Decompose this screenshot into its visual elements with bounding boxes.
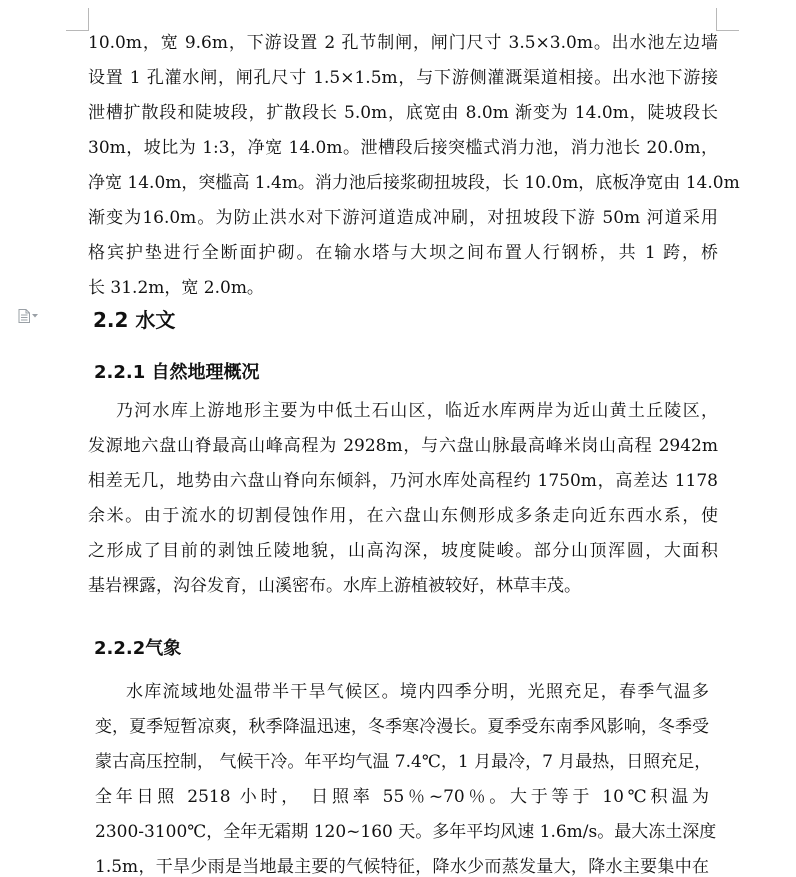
text-line: 设置 1 孔灌水闸，闸孔尺寸 1.5×1.5m，与下游侧灌溉渠道相接。出水池下游接 — [88, 68, 718, 88]
text-line: 蒙古高压控制， 气候干冷。年平均气温 7.4℃，1 月最冷，7 月最热，日照充足， — [95, 752, 712, 772]
body-paragraph-physical-geography — [88, 394, 718, 604]
text-line: 基岩裸露，沟谷发育，山溪密布。水库上游植被较好，林草丰茂。 — [88, 576, 581, 596]
dropdown-arrow-icon — [32, 314, 38, 318]
text-line: 变，夏季短暂凉爽，秋季降温迅速，冬季寒冷漫长。夏季受东南季风影响，冬季受 — [95, 717, 709, 737]
section-heading-hydrology: 2.2 水文 — [93, 308, 176, 332]
paragraph-layout-button[interactable] — [18, 309, 44, 323]
text-line: 余米。由于流水的切割侵蚀作用，在六盘山东侧形成多条走向近东西水系，使 — [88, 506, 718, 526]
text-line: 乃河水库上游地形主要为中低土石山区，临近水库两岸为近山黄土丘陵区， — [116, 401, 718, 421]
top-left-margin-mark — [66, 8, 89, 31]
document-layout-icon — [18, 309, 30, 323]
text-line: 格宾护垫进行全断面护砌。在输水塔与大坝之间布置人行钢桥，共 1 跨，桥 — [88, 243, 718, 263]
text-line: 1.5m，干旱少雨是当地最主要的气候特征，降水少而蒸发量大，降水主要集中在 — [95, 857, 709, 877]
body-paragraph-climate — [95, 675, 717, 877]
text-line: 之形成了目前的剥蚀丘陵地貌，山高沟深，坡度陡峻。部分山顶浑圆，大面积 — [88, 541, 718, 561]
text-line: 渐变为16.0m。为防止洪水对下游河道造成冲刷，对扭坡段下游 50m 河道采用 — [88, 208, 718, 228]
subsection-heading-physical-geography: 2.2.1 自然地理概况 — [94, 362, 260, 383]
top-right-margin-mark — [716, 8, 739, 31]
text-line: 发源地六盘山脊最高山峰高程为 2928m，与六盘山脉最高峰米岗山高程 2942m — [88, 436, 718, 456]
text-line: 泄槽扩散段和陡坡段，扩散段长 5.0m，底宽由 8.0m 渐变为 14.0m，陡坡段长 — [88, 103, 718, 123]
text-line: 水库流域地处温带半干旱气候区。境内四季分明，光照充足，春季气温多 — [126, 682, 709, 702]
text-line: 净宽 14.0m，突槛高 1.4m。消力池后接浆砌扭坡段，长 10.0m，底板净宽由 14.0m — [88, 173, 740, 193]
subsection-heading-climate: 2.2.2气象 — [94, 638, 182, 659]
text-line: 10.0m，宽 9.6m，下游设置 2 孔节制闸，闸门尺寸 3.5×3.0m。出水池左边墙 — [88, 33, 718, 53]
text-line: 2300-3100℃，全年无霜期 120~160 天。多年平均风速 1.6m/s。最大冻土深度 — [95, 822, 717, 842]
text-line: 全年日照 2518 小时， 日照率 55％~70％。大于等于 10℃积温为 — [95, 787, 709, 807]
body-paragraph-hydraulic-structures — [88, 26, 740, 306]
text-line: 长 31.2m，宽 2.0m。 — [88, 278, 264, 298]
text-line: 相差无几，地势由六盘山脊向东倾斜，乃河水库处高程约 1750m，高差达 1178 — [88, 471, 718, 491]
text-line: 30m，坡比为 1:3，净宽 14.0m。泄槽段后接突槛式消力池，消力池长 20.0m， — [88, 138, 718, 158]
